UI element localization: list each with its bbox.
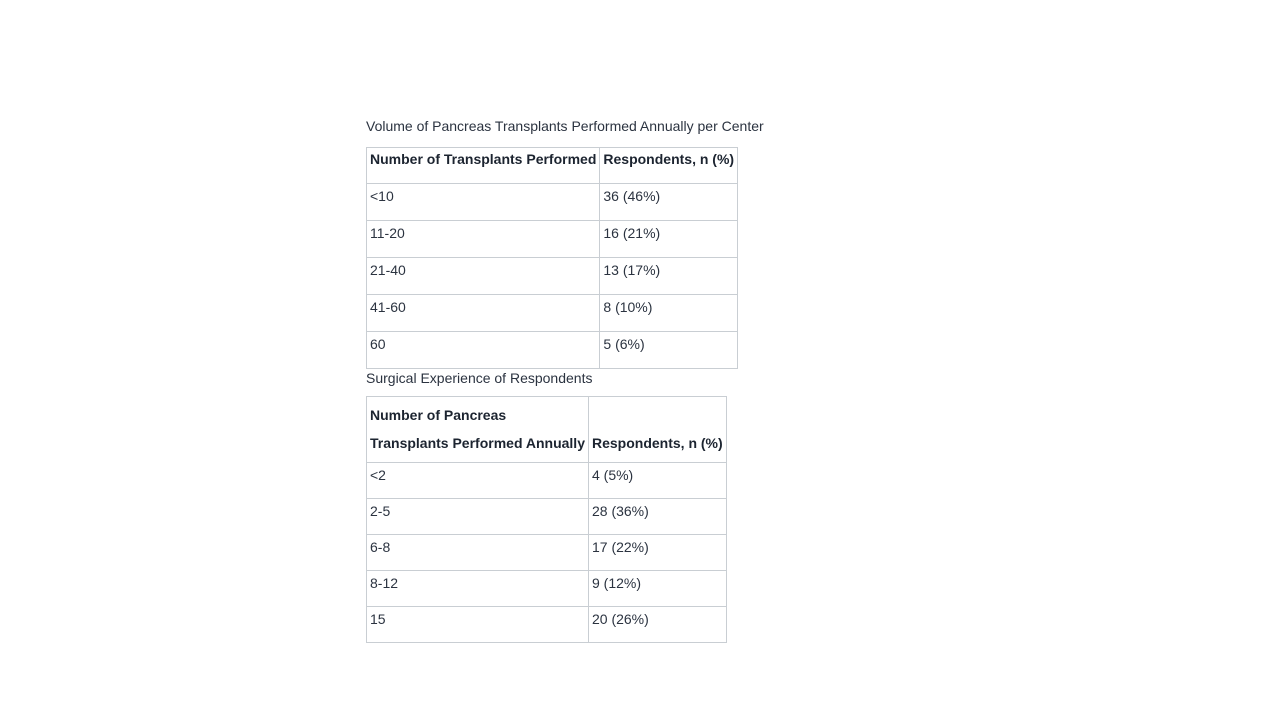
table-cell: 11-20 — [367, 221, 600, 258]
table-cell: 16 (21%) — [600, 221, 738, 258]
table-row — [367, 295, 738, 332]
header-line: Number of Pancreas — [370, 407, 507, 423]
table-header-row — [367, 148, 738, 184]
table-row — [367, 499, 727, 535]
table-cell: 60 — [367, 332, 600, 369]
column-header-transplants-annually — [367, 397, 589, 463]
table-cell: 4 (5%) — [588, 463, 726, 499]
table-cell: 2-5 — [367, 499, 589, 535]
table-cell: 21-40 — [367, 258, 600, 295]
table-row — [367, 571, 727, 607]
column-header-transplants: Number of Transplants Performed — [367, 148, 600, 184]
header-line: Transplants Performed Annually — [370, 435, 585, 451]
document-body — [366, 117, 764, 643]
column-header-respondents: Respondents, n (%) — [600, 148, 738, 184]
table-cell: 13 (17%) — [600, 258, 738, 295]
table-cell: 6-8 — [367, 535, 589, 571]
column-header-respondents: Respondents, n (%) — [588, 397, 726, 463]
table-cell: 20 (26%) — [588, 607, 726, 643]
transplant-volume-table — [366, 147, 738, 369]
table-cell: 5 (6%) — [600, 332, 738, 369]
table-header-row — [367, 397, 727, 463]
table-cell: <10 — [367, 184, 600, 221]
table-row — [367, 463, 727, 499]
table-cell: 8 (10%) — [600, 295, 738, 332]
table-cell: 28 (36%) — [588, 499, 726, 535]
table-cell: 41-60 — [367, 295, 600, 332]
table-row — [367, 258, 738, 295]
table-row — [367, 607, 727, 643]
table-cell: 15 — [367, 607, 589, 643]
table1-caption: Volume of Pancreas Transplants Performed Annually per Center — [366, 118, 764, 134]
table-row — [367, 184, 738, 221]
table-row — [367, 221, 738, 258]
table-row — [367, 535, 727, 571]
table-row — [367, 332, 738, 369]
table-cell: 9 (12%) — [588, 571, 726, 607]
table-cell: 8-12 — [367, 571, 589, 607]
surgical-experience-table — [366, 396, 727, 643]
table-cell: 17 (22%) — [588, 535, 726, 571]
table-cell: <2 — [367, 463, 589, 499]
table-cell: 36 (46%) — [600, 184, 738, 221]
table2-caption: Surgical Experience of Respondents — [366, 370, 593, 386]
